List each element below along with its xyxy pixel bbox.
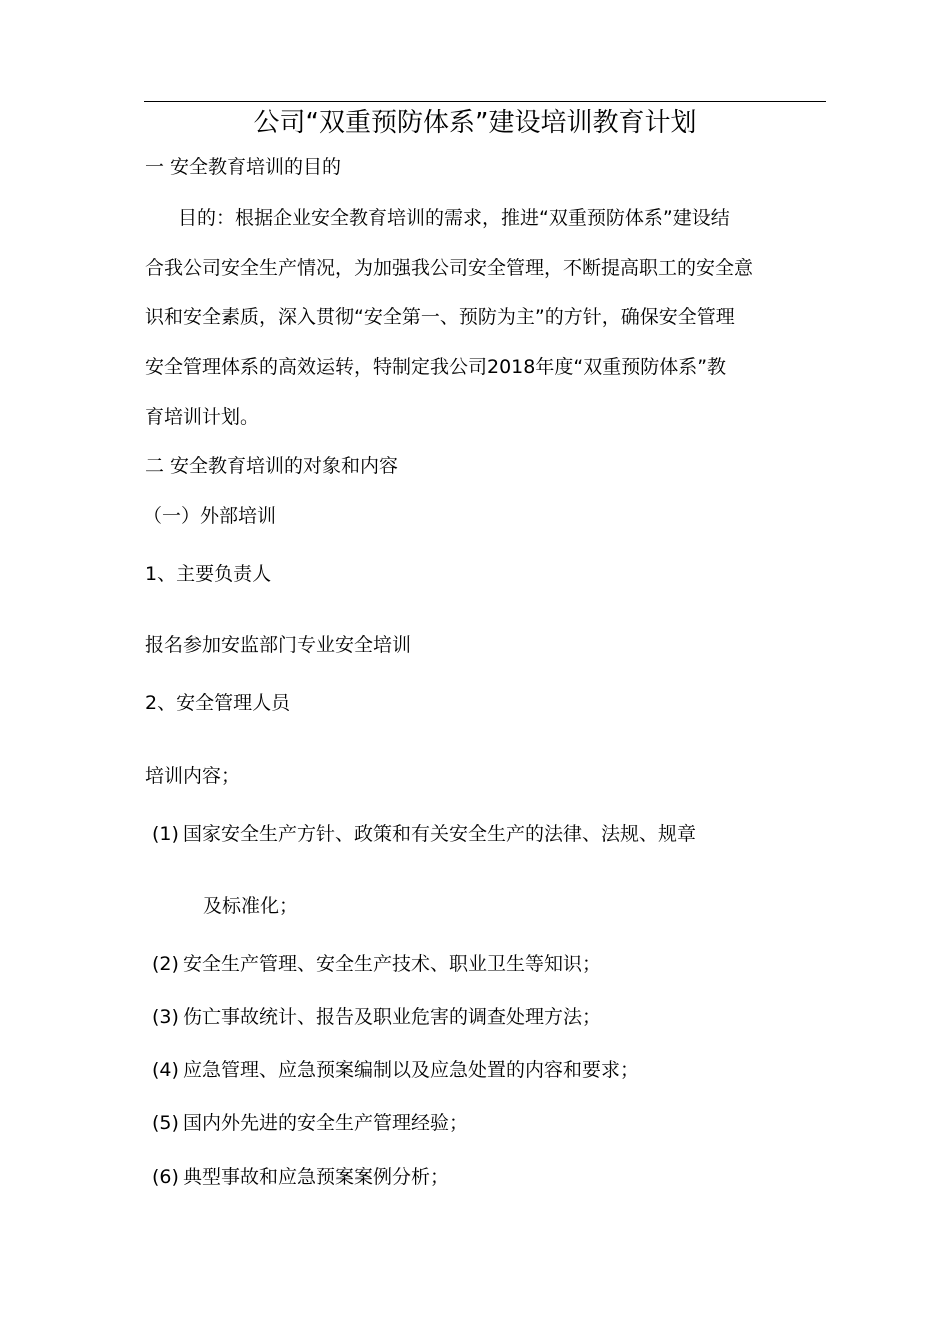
training-content-label: 培训内容； [145, 765, 241, 787]
list-item-number: (3) [152, 1006, 179, 1028]
paragraph-line-3: 识和安全素质，深入贯彻“安全第一、预防为主”的方针，确保安全管理 [145, 306, 735, 328]
header-rule [144, 101, 826, 102]
document-title: 公司“双重预防体系”建设培训教育计划 [253, 108, 697, 138]
list-item [145, 951, 601, 977]
list-item [145, 1110, 468, 1136]
section-1-heading: 一 安全教育培训的目的 [145, 156, 342, 178]
list-item-number: (2) [152, 953, 179, 975]
section-2-heading: 二 安全教育培训的对象和内容 [145, 455, 399, 477]
list-item-text: 国家安全生产方针、政策和有关安全生产的法律、法规、规章 [183, 823, 697, 845]
list-item [145, 1004, 601, 1030]
list-item-text: 国内外先进的安全生产管理经验； [183, 1112, 469, 1134]
item-1-text: 报名参加安监部门专业安全培训 [145, 634, 412, 656]
item-2-title: 2、安全管理人员 [145, 692, 291, 714]
paragraph-line-2: 合我公司安全生产情况，为加强我公司安全管理，不断提高职工的安全意 [145, 257, 754, 279]
list-item-number: (4) [152, 1059, 179, 1081]
list-item [145, 1164, 449, 1190]
paragraph-line-4: 安全管理体系的高效运转，特制定我公司2018年度“双重预防体系”教 [145, 356, 727, 378]
list-item-continuation: 及标准化； [203, 895, 299, 917]
list-item-text: 应急管理、应急预案编制以及应急处置的内容和要求； [183, 1059, 640, 1081]
list-item [145, 1057, 639, 1083]
list-item-number: (5) [152, 1112, 179, 1134]
list-item-number: (6) [152, 1166, 179, 1188]
paragraph-line-1: 目的：根据企业安全教育培训的需求，推进“双重预防体系”建设结 [178, 207, 730, 229]
list-item-text: 安全生产管理、安全生产技术、职业卫生等知识； [183, 953, 602, 975]
paragraph-line-5: 育培训计划。 [145, 406, 260, 428]
list-item-number: (1) [152, 823, 179, 845]
list-item-text: 伤亡事故统计、报告及职业危害的调查处理方法； [183, 1006, 602, 1028]
sub-heading-external-training: （一）外部培训 [143, 505, 277, 527]
list-item [145, 821, 696, 847]
list-item-text: 典型事故和应急预案案例分析； [183, 1166, 450, 1188]
item-1-title: 1、主要负责人 [145, 563, 272, 585]
